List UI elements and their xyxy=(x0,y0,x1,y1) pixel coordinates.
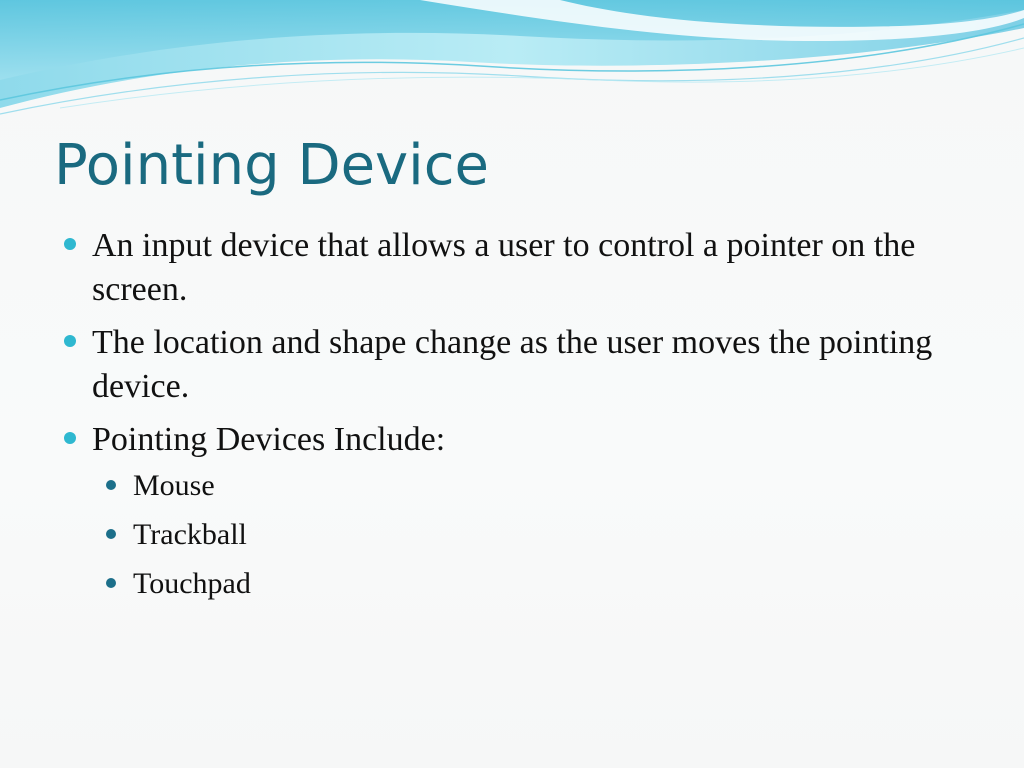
sub-bullet-dot-icon xyxy=(106,480,116,490)
sub-bullet-dot-icon xyxy=(106,529,116,539)
bullet-list xyxy=(62,224,962,613)
bullet-text: Pointing Devices Include: xyxy=(92,421,446,458)
sub-bullet-item xyxy=(104,515,962,555)
bullet-item xyxy=(62,321,962,409)
bullet-dot-icon xyxy=(64,238,76,250)
sub-bullet-dot-icon xyxy=(106,578,116,588)
sub-bullet-item xyxy=(104,466,962,506)
bullet-item xyxy=(62,418,962,604)
sub-bullet-list xyxy=(92,466,962,604)
bullet-dot-icon xyxy=(64,335,76,347)
bullet-text: An input device that allows a user to control a pointer on the screen. xyxy=(92,227,916,308)
sub-bullet-item xyxy=(104,564,962,604)
bullet-dot-icon xyxy=(64,432,76,444)
sub-bullet-text: Trackball xyxy=(133,518,247,551)
bullet-item xyxy=(62,224,962,312)
sub-bullet-text: Mouse xyxy=(133,469,215,502)
header-wave-decoration xyxy=(0,0,1024,130)
bullet-text: The location and shape change as the user moves the pointing device. xyxy=(92,324,933,405)
slide-title: Pointing Device xyxy=(54,133,489,198)
sub-bullet-text: Touchpad xyxy=(133,567,251,600)
